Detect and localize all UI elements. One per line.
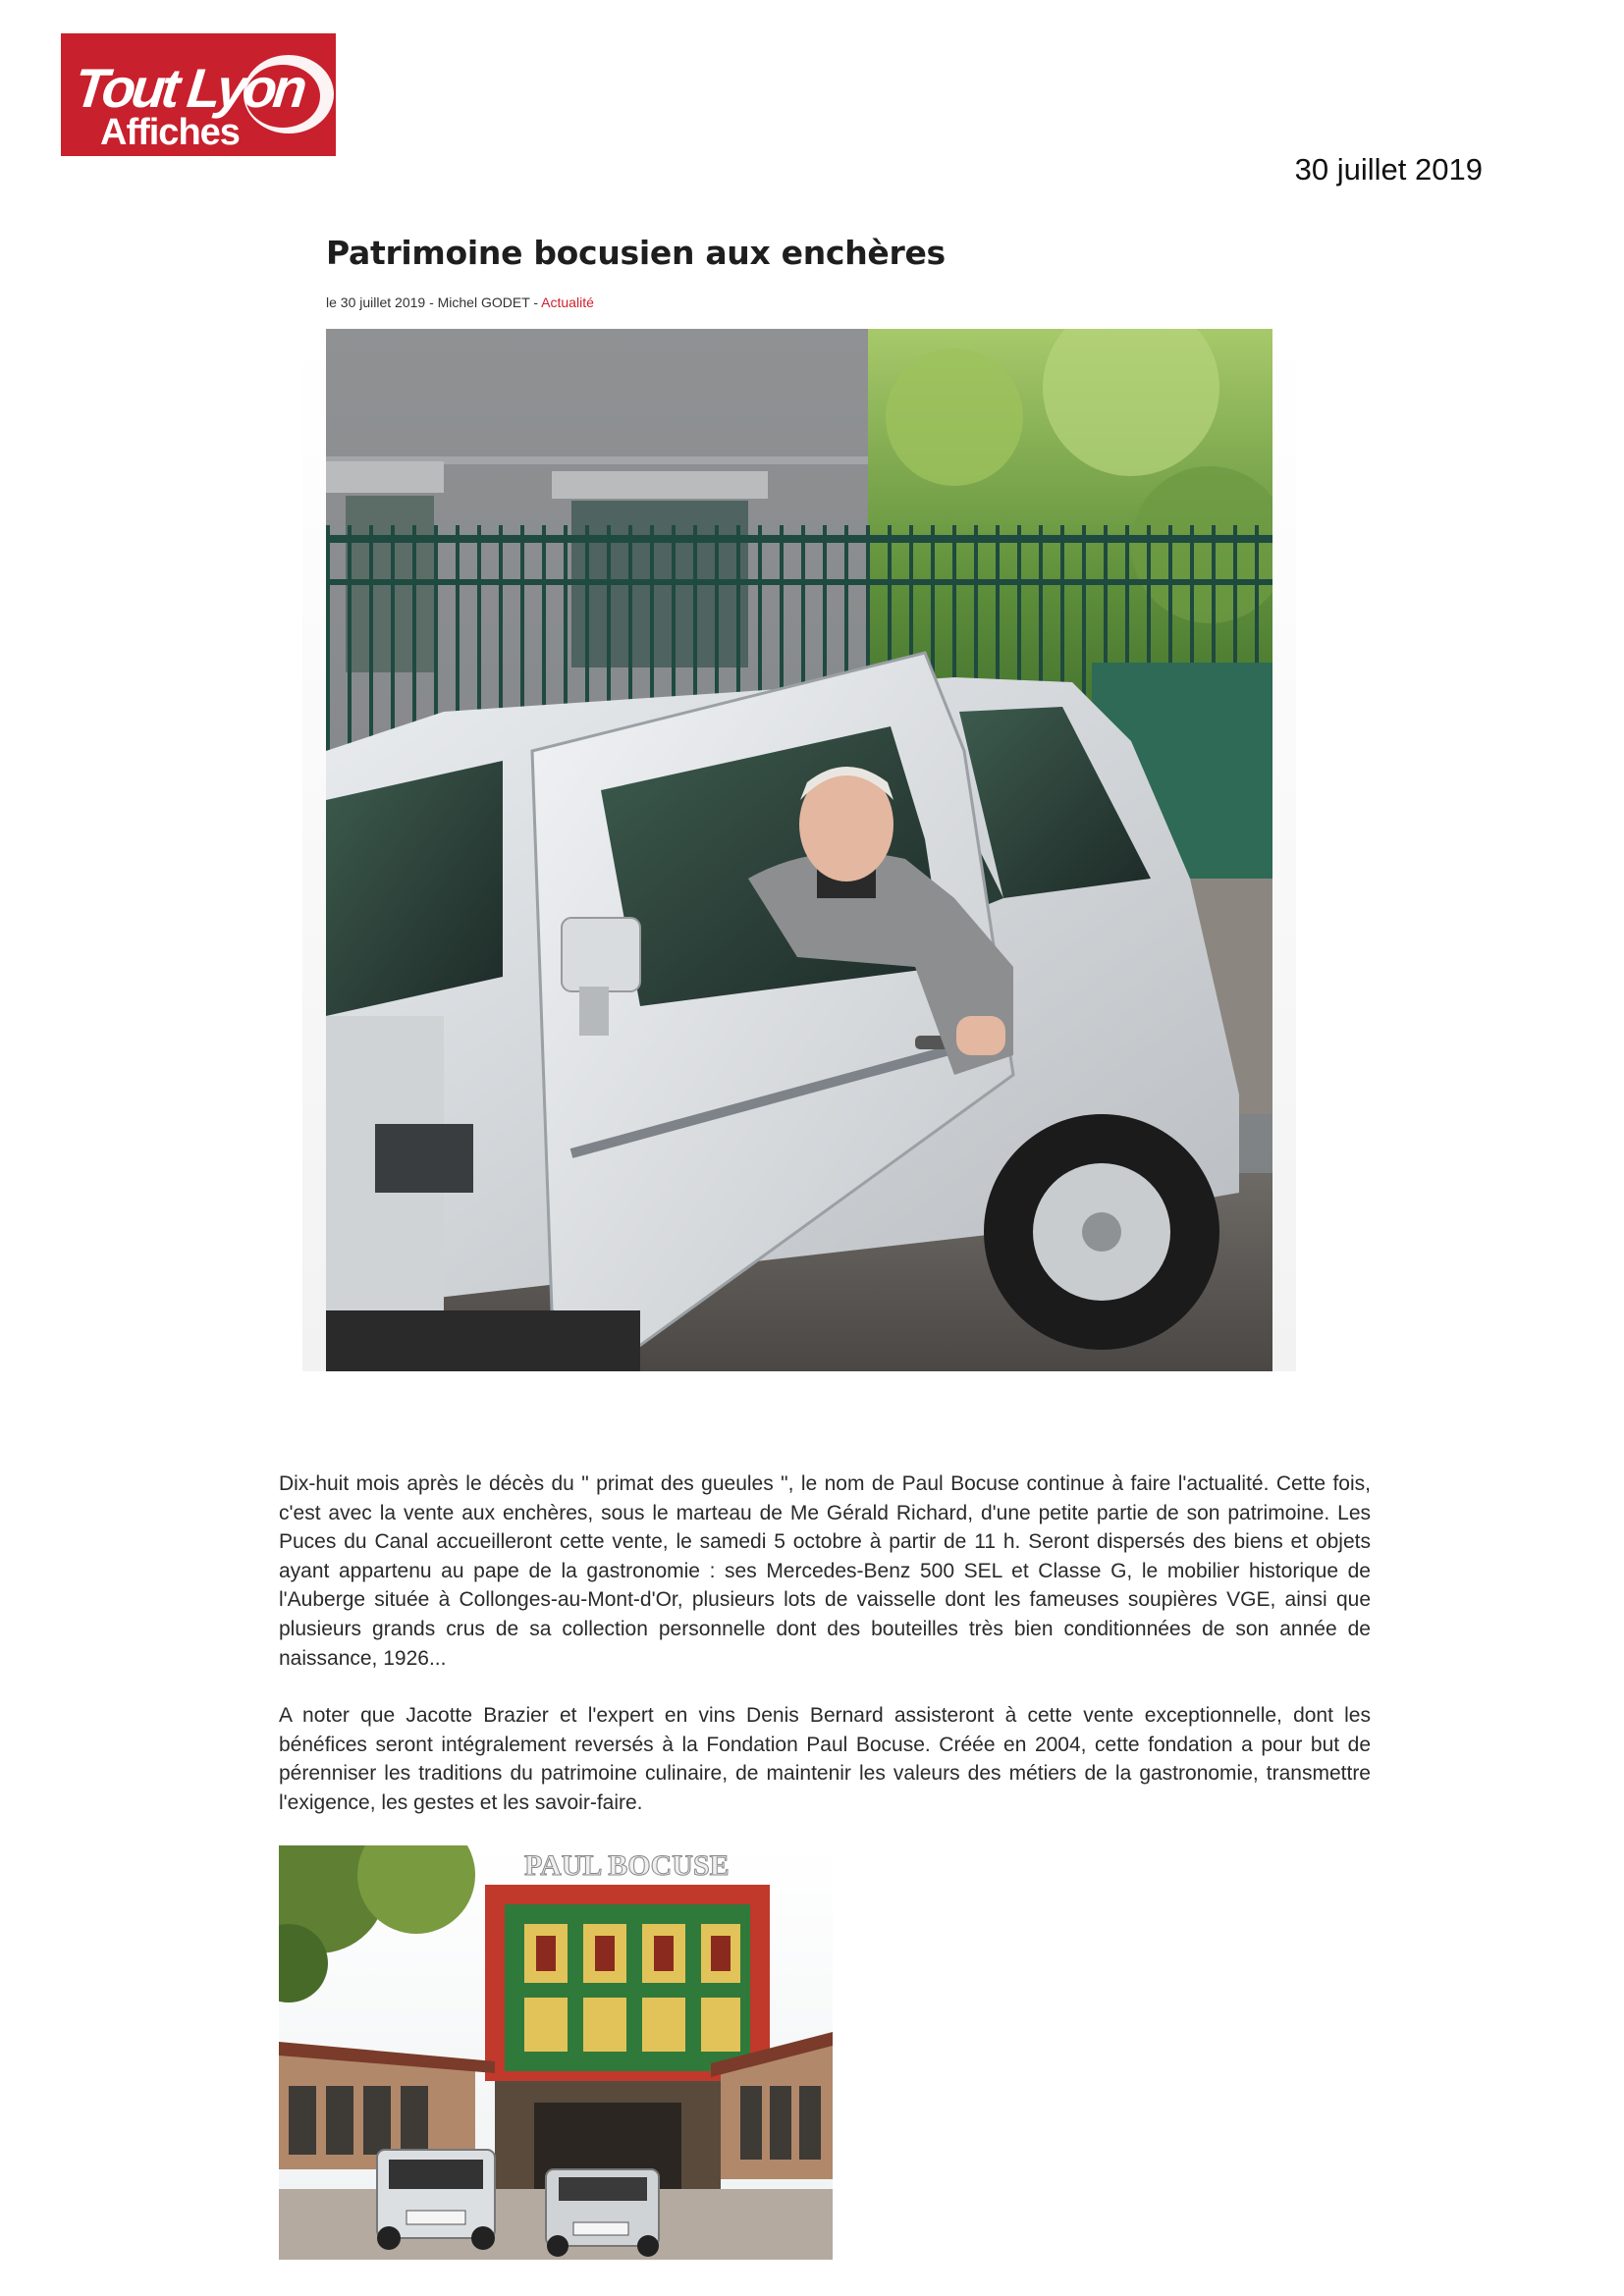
restaurant-photo	[279, 1845, 833, 2260]
restaurant-sign: PAUL BOCUSE	[524, 1849, 730, 1882]
main-photo	[302, 329, 1296, 1371]
article-paragraph-2: A noter que Jacotte Brazier et l'expert en vins Denis Bernard assisteront à cette vente exceptionnelle, dont les bénéfices seront intégralement reversés à la Fondation Paul Bocuse. Créée en 2004, cette fondation a pour but de pérenniser les traditions du patrimoine culinaire, de maintenir les valeurs des métiers de la gastronomie, transmettre l'exigence, les gestes et les savoir-faire.	[279, 1704, 1371, 1814]
logo-text-line1: Tout Lyon	[71, 57, 306, 119]
category-link[interactable]: Actualité	[541, 294, 594, 310]
article-body	[279, 1469, 1371, 1846]
site-logo[interactable]	[61, 33, 336, 156]
byline-author-date: le 30 juillet 2019 - Michel GODET -	[326, 294, 542, 310]
logo-text-line2: Affiches	[100, 112, 240, 153]
publication-date: 30 juillet 2019	[1294, 152, 1483, 187]
article-title: Patrimoine bocusien aux enchères	[326, 234, 946, 272]
article-byline	[326, 294, 594, 310]
article-paragraph-1: Dix-huit mois après le décès du " primat des gueules ", le nom de Paul Bocuse continue à faire l'actualité. Cette fois, c'est avec la vente aux enchères, sous le marteau de Me Gérald Richard, d'une petite partie de son patrimoine. Les Puces du Canal accueilleront cette vente, le samedi 5 octobre à partir de 11 h. Seront dispersés des biens et objets ayant appartenu au pape de la gastronomie : ses Mercedes-Benz 500 SEL et Classe G, le mobilier historique de l'Auberge située à Collonges-au-Mont-d'Or, plusieurs lots de vaisselle dont les fameuses soupières VGE, ainsi que plusieurs grands crus de sa collection personnelle dont des bouteilles très bien conditionnées de son année de naissance, 1926...	[279, 1472, 1371, 1670]
